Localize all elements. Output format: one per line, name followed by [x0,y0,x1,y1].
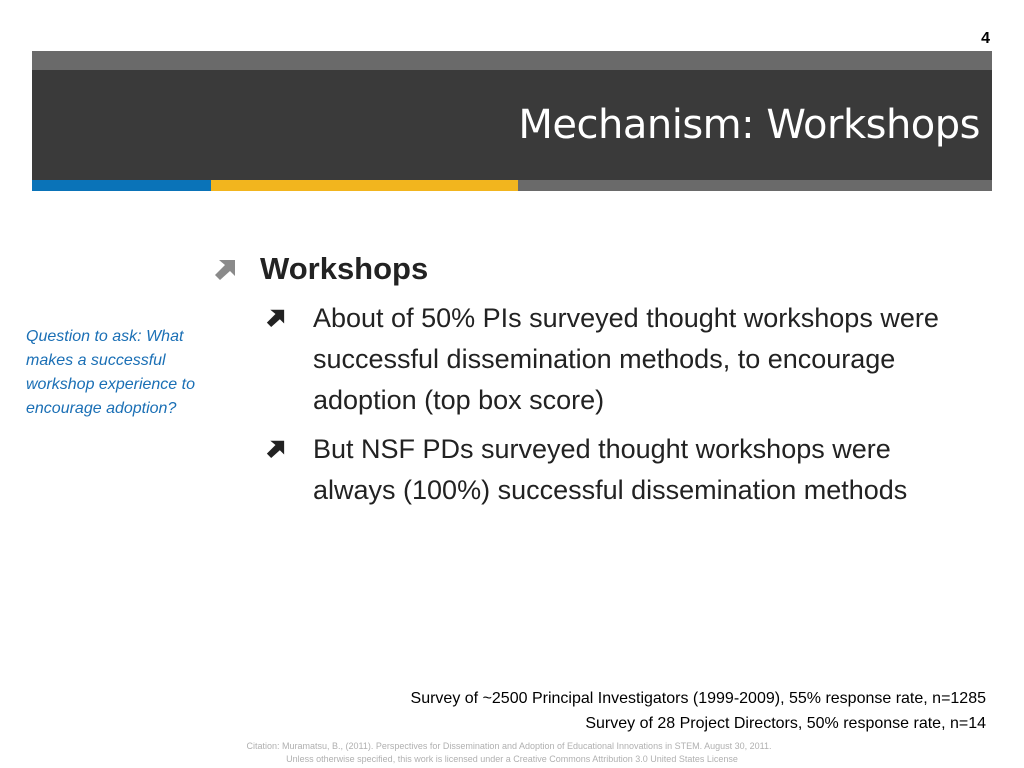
arrow-up-right-icon [265,308,286,327]
page-number: 4 [981,30,990,47]
slide-title: Mechanism: Workshops [518,102,980,148]
accent-bar-blue [32,180,211,191]
bullet-content [210,248,990,519]
accent-bar-yellow [211,180,518,191]
license-line: Unless otherwise specified, this work is licensed under a Creative Commons Attribution 3.0 United States License [286,754,738,764]
header-bar [32,70,992,180]
survey-notes [411,686,986,736]
side-note: Question to ask: What makes a successful workshop experience to encourage adoption? [26,328,195,417]
sub-bullet-list [210,298,990,511]
bullet-level-2 [210,298,973,421]
bullet-level-1-text: Workshops [260,251,429,286]
citation [0,740,1024,766]
accent-bar-gray [518,180,992,191]
survey-note-pi: Survey of ~2500 Principal Investigators (1999-2009), 55% response rate, n=1285 [410,690,986,707]
survey-note-pd: Survey of 28 Project Directors, 50% response rate, n=14 [585,715,986,732]
bullet-level-2-text: But NSF PDs surveyed thought workshops were always (100%) successful dissemination methods [313,434,908,505]
bullet-level-1 [210,248,990,290]
arrow-up-right-icon [213,258,237,280]
citation-line: Citation: Muramatsu, B., (2011). Perspectives for Dissemination and Adoption of Educational Innovations in STEM. August 30, 2011. [246,741,772,751]
bullet-level-2 [210,429,973,511]
arrow-up-right-icon [265,439,286,458]
bullet-level-2-text: About of 50% PIs surveyed thought workshops were successful dissemination methods, to encourage adoption (top box score) [313,303,939,415]
header-top-strip [32,51,992,70]
